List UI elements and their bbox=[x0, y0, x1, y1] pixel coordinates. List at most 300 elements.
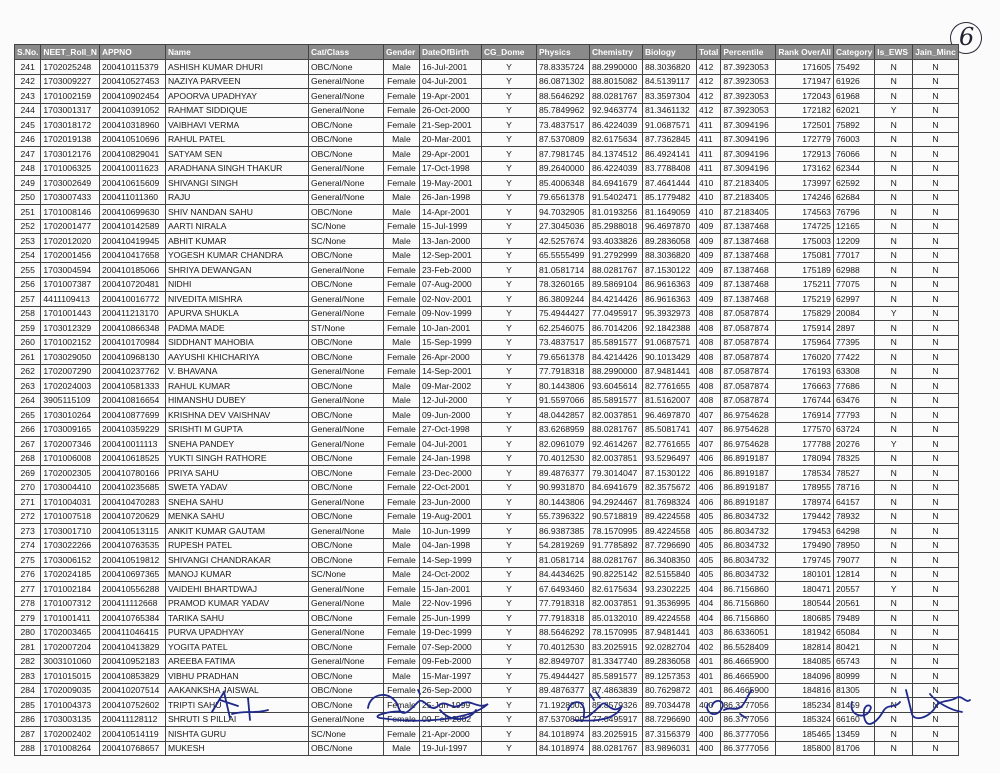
table-cell: 76796 bbox=[833, 205, 874, 220]
table-cell: YUKTI SINGH RATHORE bbox=[165, 451, 308, 466]
table-cell: General/None bbox=[308, 654, 383, 669]
table-row bbox=[15, 277, 959, 292]
table-cell: Female bbox=[383, 277, 419, 292]
table-cell: 200410142589 bbox=[99, 219, 165, 234]
table-cell: 89.4224558 bbox=[642, 611, 696, 626]
table-cell: Y bbox=[875, 306, 913, 321]
table-cell: Female bbox=[383, 89, 419, 104]
table-cell: SC/None bbox=[308, 234, 383, 249]
table-cell: 1702024185 bbox=[41, 567, 100, 582]
table-cell: 25-Jun-1999 bbox=[419, 698, 481, 713]
table-cell: 250 bbox=[15, 190, 41, 205]
table-cell: Male bbox=[383, 379, 419, 394]
table-cell: 12814 bbox=[833, 567, 874, 582]
table-cell: 88.5646292 bbox=[536, 89, 589, 104]
table-cell: 82.3575672 bbox=[642, 480, 696, 495]
table-cell: Female bbox=[383, 553, 419, 568]
table-cell: 81305 bbox=[833, 683, 874, 698]
table-cell: 81459 bbox=[833, 698, 874, 713]
table-cell: 244 bbox=[15, 103, 41, 118]
table-cell: 79.6561378 bbox=[536, 350, 589, 365]
table-cell: 174246 bbox=[776, 190, 834, 205]
table-cell: 172779 bbox=[776, 132, 834, 147]
table-cell: N bbox=[913, 683, 959, 698]
table-cell: N bbox=[875, 524, 913, 539]
table-cell: Y bbox=[481, 321, 536, 336]
table-cell: 1703007433 bbox=[41, 190, 100, 205]
table-cell: Y bbox=[481, 89, 536, 104]
table-cell: 412 bbox=[696, 103, 720, 118]
table-cell: APURVA SHUKLA bbox=[165, 306, 308, 321]
table-cell: 91.3536995 bbox=[642, 596, 696, 611]
table-cell: 89.5869104 bbox=[589, 277, 642, 292]
table-cell: Female bbox=[383, 727, 419, 742]
table-cell: 83.2025915 bbox=[589, 640, 642, 655]
table-cell: 177788 bbox=[776, 437, 834, 452]
table-cell: 04-Jul-2001 bbox=[419, 437, 481, 452]
table-cell: 87.7362845 bbox=[642, 132, 696, 147]
column-header: S.No. bbox=[15, 45, 41, 60]
table-cell: 83.9896031 bbox=[642, 741, 696, 756]
table-cell: 55.7396322 bbox=[536, 509, 589, 524]
table-cell: 410 bbox=[696, 190, 720, 205]
table-cell: 267 bbox=[15, 437, 41, 452]
table-cell: 246 bbox=[15, 132, 41, 147]
table-cell: Y bbox=[481, 669, 536, 684]
table-cell: Female bbox=[383, 219, 419, 234]
table-cell: OBC/None bbox=[308, 379, 383, 394]
table-cell: 1703009165 bbox=[41, 422, 100, 437]
table-cell: 86.9616363 bbox=[642, 292, 696, 307]
table-cell: OBC/None bbox=[308, 60, 383, 75]
table-cell: Male bbox=[383, 132, 419, 147]
table-cell: 185800 bbox=[776, 741, 834, 756]
table-row bbox=[15, 524, 959, 539]
table-cell: N bbox=[913, 727, 959, 742]
table-cell: 409 bbox=[696, 292, 720, 307]
table-cell: 88.0281767 bbox=[589, 741, 642, 756]
table-cell: N bbox=[913, 408, 959, 423]
table-cell: 12-Jul-2000 bbox=[419, 393, 481, 408]
table-cell: Female bbox=[383, 437, 419, 452]
table-cell: 1702007290 bbox=[41, 364, 100, 379]
table-cell: NAZIYA PARVEEN bbox=[165, 74, 308, 89]
table-cell: 200410556288 bbox=[99, 582, 165, 597]
table-cell: Y bbox=[875, 103, 913, 118]
table-cell: 15-Jul-1999 bbox=[419, 219, 481, 234]
table-cell: 200411046415 bbox=[99, 625, 165, 640]
table-cell: 63476 bbox=[833, 393, 874, 408]
table-cell: 264 bbox=[15, 393, 41, 408]
table-cell: OBC/None bbox=[308, 277, 383, 292]
table-cell: 200410514119 bbox=[99, 727, 165, 742]
table-cell: 403 bbox=[696, 625, 720, 640]
table-row bbox=[15, 263, 959, 278]
table-cell: Male bbox=[383, 234, 419, 249]
table-cell: 200410527453 bbox=[99, 74, 165, 89]
table-cell: 412 bbox=[696, 60, 720, 75]
table-cell: 86.6336051 bbox=[721, 625, 776, 640]
table-cell: 400 bbox=[696, 712, 720, 727]
table-cell: N bbox=[913, 625, 959, 640]
table-cell: 86.9616363 bbox=[642, 277, 696, 292]
table-cell: 281 bbox=[15, 640, 41, 655]
table-cell: 92.1842388 bbox=[642, 321, 696, 336]
table-cell: 26-Sep-2000 bbox=[419, 683, 481, 698]
table-cell: 75892 bbox=[833, 118, 874, 133]
table-cell: Female bbox=[383, 698, 419, 713]
table-cell: 79489 bbox=[833, 611, 874, 626]
table-cell: N bbox=[913, 147, 959, 162]
table-cell: 07-Aug-2000 bbox=[419, 277, 481, 292]
table-cell: 1702019138 bbox=[41, 132, 100, 147]
table-cell: 400 bbox=[696, 741, 720, 756]
column-header: Physics bbox=[536, 45, 589, 60]
table-row bbox=[15, 640, 959, 655]
table-cell: N bbox=[875, 611, 913, 626]
table-cell: Y bbox=[481, 611, 536, 626]
table-cell: 22-Nov-1996 bbox=[419, 596, 481, 611]
table-cell: 87.3156379 bbox=[642, 727, 696, 742]
table-cell: 87.3094196 bbox=[721, 118, 776, 133]
table-cell: OBC/None bbox=[308, 480, 383, 495]
table-cell: 262 bbox=[15, 364, 41, 379]
table-cell: 288 bbox=[15, 741, 41, 756]
table-cell: 175914 bbox=[776, 321, 834, 336]
table-cell: N bbox=[875, 89, 913, 104]
table-cell: Y bbox=[481, 248, 536, 263]
table-cell: N bbox=[913, 118, 959, 133]
table-cell: OBC/None bbox=[308, 350, 383, 365]
table-cell: Y bbox=[481, 408, 536, 423]
table-cell: 1703006152 bbox=[41, 553, 100, 568]
table-cell: 401 bbox=[696, 669, 720, 684]
table-cell: Male bbox=[383, 190, 419, 205]
table-cell: 200410519812 bbox=[99, 553, 165, 568]
table-cell: 86.4224039 bbox=[589, 161, 642, 176]
table-cell: N bbox=[875, 74, 913, 89]
table-cell: 81.1649059 bbox=[642, 205, 696, 220]
table-cell: N bbox=[875, 219, 913, 234]
table-cell: 401 bbox=[696, 683, 720, 698]
table-cell: 87.2183405 bbox=[721, 176, 776, 191]
table-cell: 400 bbox=[696, 727, 720, 742]
table-cell: 82.0037851 bbox=[589, 451, 642, 466]
table-cell: 93.4033826 bbox=[589, 234, 642, 249]
table-cell: 84.4434625 bbox=[536, 567, 589, 582]
table-cell: N bbox=[913, 89, 959, 104]
table-cell: 184096 bbox=[776, 669, 834, 684]
table-cell: 77.0495917 bbox=[589, 306, 642, 321]
table-cell: 412 bbox=[696, 89, 720, 104]
table-cell: N bbox=[913, 538, 959, 553]
table-cell: Female bbox=[383, 509, 419, 524]
table-row bbox=[15, 466, 959, 481]
table-cell: N bbox=[913, 60, 959, 75]
table-cell: 85.5081741 bbox=[642, 422, 696, 437]
table-cell: NISHTA GURU bbox=[165, 727, 308, 742]
table-cell: N bbox=[875, 712, 913, 727]
table-cell: Y bbox=[481, 161, 536, 176]
table-cell: 12-Sep-2001 bbox=[419, 248, 481, 263]
table-cell: 87.7981745 bbox=[536, 147, 589, 162]
table-cell: 85.8579326 bbox=[589, 698, 642, 713]
table-cell: 82.0037851 bbox=[589, 596, 642, 611]
table-cell: 1701002159 bbox=[41, 89, 100, 104]
table-row bbox=[15, 437, 959, 452]
table-cell: 14-Apr-2001 bbox=[419, 205, 481, 220]
table-cell: 84.4214426 bbox=[589, 292, 642, 307]
table-cell: 21-Sep-2001 bbox=[419, 118, 481, 133]
table-cell: 88.0281767 bbox=[589, 553, 642, 568]
table-cell: 274 bbox=[15, 538, 41, 553]
table-cell: 86.8919187 bbox=[721, 495, 776, 510]
table-cell: 89.2836058 bbox=[642, 654, 696, 669]
table-cell: SHIVANGI CHANDRAKAR bbox=[165, 553, 308, 568]
table-cell: N bbox=[913, 364, 959, 379]
table-cell: N bbox=[875, 350, 913, 365]
table-cell: 65743 bbox=[833, 654, 874, 669]
table-cell: N bbox=[875, 364, 913, 379]
table-cell: N bbox=[875, 683, 913, 698]
table-cell: 92.9463774 bbox=[589, 103, 642, 118]
table-cell: 408 bbox=[696, 321, 720, 336]
table-cell: 20557 bbox=[833, 582, 874, 597]
table-cell: 87.1387468 bbox=[721, 219, 776, 234]
table-cell: Female bbox=[383, 683, 419, 698]
table-cell: 82.8949707 bbox=[536, 654, 589, 669]
table-cell: AAKANKSHA JAISWAL bbox=[165, 683, 308, 698]
table-cell: 86.3777056 bbox=[721, 727, 776, 742]
table-cell: N bbox=[875, 263, 913, 278]
table-cell: Female bbox=[383, 118, 419, 133]
table-cell: OBC/None bbox=[308, 451, 383, 466]
table-cell: 178534 bbox=[776, 466, 834, 481]
table-cell: 1703001317 bbox=[41, 103, 100, 118]
table-cell: 200410829041 bbox=[99, 147, 165, 162]
table-cell: SHIV NANDAN SAHU bbox=[165, 205, 308, 220]
table-cell: 75.4944427 bbox=[536, 306, 589, 321]
table-cell: N bbox=[875, 248, 913, 263]
table-cell: 86.8919187 bbox=[721, 451, 776, 466]
table-cell: 92.4614267 bbox=[589, 437, 642, 452]
table-cell: N bbox=[913, 741, 959, 756]
table-cell: 260 bbox=[15, 335, 41, 350]
table-cell: OBC/None bbox=[308, 683, 383, 698]
table-cell: 10-Jan-2001 bbox=[419, 321, 481, 336]
table-cell: 200410720481 bbox=[99, 277, 165, 292]
table-cell: Female bbox=[383, 321, 419, 336]
table-cell: 200410853829 bbox=[99, 669, 165, 684]
table-cell: 62997 bbox=[833, 292, 874, 307]
table-cell: 1703009227 bbox=[41, 74, 100, 89]
table-cell: 70.4012530 bbox=[536, 640, 589, 655]
table-cell: N bbox=[913, 379, 959, 394]
table-cell: 82.5155840 bbox=[642, 567, 696, 582]
table-cell: 200410952183 bbox=[99, 654, 165, 669]
column-header: APPNO bbox=[99, 45, 165, 60]
table-cell: OBC/None bbox=[308, 335, 383, 350]
table-cell: 15-Jan-2001 bbox=[419, 582, 481, 597]
table-cell: N bbox=[913, 205, 959, 220]
table-cell: N bbox=[913, 263, 959, 278]
table-cell: N bbox=[913, 350, 959, 365]
table-cell: SC/None bbox=[308, 567, 383, 582]
table-cell: Male bbox=[383, 248, 419, 263]
table-cell: 276 bbox=[15, 567, 41, 582]
table-cell: Y bbox=[875, 582, 913, 597]
column-header: Jain_Minc bbox=[913, 45, 959, 60]
table-cell: 253 bbox=[15, 234, 41, 249]
table-cell: 405 bbox=[696, 553, 720, 568]
table-cell: N bbox=[875, 335, 913, 350]
table-cell: Female bbox=[383, 712, 419, 727]
table-cell: APOORVA UPADHYAY bbox=[165, 89, 308, 104]
table-cell: 87.3923053 bbox=[721, 103, 776, 118]
table-cell: 182814 bbox=[776, 640, 834, 655]
table-cell: 88.8015082 bbox=[589, 74, 642, 89]
table-cell: 82.0037851 bbox=[589, 408, 642, 423]
table-cell: SIDDHANT MAHOBIA bbox=[165, 335, 308, 350]
table-cell: N bbox=[875, 161, 913, 176]
table-cell: N bbox=[913, 567, 959, 582]
table-cell: NIDHI bbox=[165, 277, 308, 292]
table-cell: N bbox=[913, 669, 959, 684]
table-cell: 90.9931870 bbox=[536, 480, 589, 495]
table-cell: 81.7698324 bbox=[642, 495, 696, 510]
table-cell: 200410618525 bbox=[99, 451, 165, 466]
table-cell: 86.8034732 bbox=[721, 524, 776, 539]
table-cell: 91.7785892 bbox=[589, 538, 642, 553]
table-cell: OBC/None bbox=[308, 669, 383, 684]
table-cell: General/None bbox=[308, 263, 383, 278]
table-cell: 87.1387468 bbox=[721, 263, 776, 278]
table-cell: Male bbox=[383, 147, 419, 162]
table-cell: 84.1018974 bbox=[536, 727, 589, 742]
table-row bbox=[15, 176, 959, 191]
table-cell: 287 bbox=[15, 727, 41, 742]
table-cell: N bbox=[913, 74, 959, 89]
table-cell: Male bbox=[383, 567, 419, 582]
table-cell: HIMANSHU DUBEY bbox=[165, 393, 308, 408]
table-cell: N bbox=[875, 422, 913, 437]
table-cell: 78.1570995 bbox=[589, 625, 642, 640]
table-cell: 90.8225142 bbox=[589, 567, 642, 582]
table-cell: 77.7918318 bbox=[536, 611, 589, 626]
table-cell: Y bbox=[481, 582, 536, 597]
table-cell: VAIDEHI BHARTDWAJ bbox=[165, 582, 308, 597]
table-cell: 200410699630 bbox=[99, 205, 165, 220]
table-cell: 73.4837517 bbox=[536, 335, 589, 350]
table-cell: TRIPTI SAHU bbox=[165, 698, 308, 713]
table-cell: 86.7156860 bbox=[721, 582, 776, 597]
table-cell: 81.3347740 bbox=[589, 654, 642, 669]
signature-1 bbox=[212, 692, 268, 720]
table-cell: General/None bbox=[308, 422, 383, 437]
table-row bbox=[15, 451, 959, 466]
table-cell: 85.7849962 bbox=[536, 103, 589, 118]
column-header: Name bbox=[165, 45, 308, 60]
table-cell: 89.4224558 bbox=[642, 509, 696, 524]
table-cell: 180685 bbox=[776, 611, 834, 626]
table-cell: 255 bbox=[15, 263, 41, 278]
table-cell: 77686 bbox=[833, 379, 874, 394]
table-cell: 258 bbox=[15, 306, 41, 321]
table-cell: 406 bbox=[696, 495, 720, 510]
table-cell: 1702002402 bbox=[41, 727, 100, 742]
column-header: CG_Dome bbox=[481, 45, 536, 60]
table-cell: 88.7296690 bbox=[642, 712, 696, 727]
table-cell: General/None bbox=[308, 292, 383, 307]
table-cell: RAHUL KUMAR bbox=[165, 379, 308, 394]
table-cell: ANKIT KUMAR GAUTAM bbox=[165, 524, 308, 539]
table-cell: N bbox=[875, 654, 913, 669]
table-cell: 75492 bbox=[833, 60, 874, 75]
table-cell: 410 bbox=[696, 205, 720, 220]
table-row bbox=[15, 89, 959, 104]
table-cell: 87.0587874 bbox=[721, 321, 776, 336]
table-cell: PRAMOD KUMAR YADAV bbox=[165, 596, 308, 611]
table-cell: 79.6561378 bbox=[536, 190, 589, 205]
table-cell: Y bbox=[481, 335, 536, 350]
column-header: Rank OverAll bbox=[776, 45, 834, 60]
table-cell: N bbox=[913, 393, 959, 408]
table-cell: SRISHTI M GUPTA bbox=[165, 422, 308, 437]
table-cell: 14-Sep-2001 bbox=[419, 364, 481, 379]
table-cell: Y bbox=[481, 625, 536, 640]
table-cell: 200410816654 bbox=[99, 393, 165, 408]
table-cell: 409 bbox=[696, 219, 720, 234]
table-cell: 87.1530122 bbox=[642, 263, 696, 278]
table-row bbox=[15, 509, 959, 524]
table-cell: 1701001443 bbox=[41, 306, 100, 321]
table-cell: 85.5891577 bbox=[589, 393, 642, 408]
table-cell: 23-Dec-2000 bbox=[419, 466, 481, 481]
table-row bbox=[15, 480, 959, 495]
table-cell: 172913 bbox=[776, 147, 834, 162]
table-cell: 96.4697870 bbox=[642, 408, 696, 423]
table-cell: 1701007312 bbox=[41, 596, 100, 611]
table-cell: 78.1570995 bbox=[589, 524, 642, 539]
table-cell: 200410359229 bbox=[99, 422, 165, 437]
table-cell: 88.0281767 bbox=[589, 422, 642, 437]
page-number: 6 bbox=[959, 23, 975, 51]
table-cell: 200410391052 bbox=[99, 103, 165, 118]
table-cell: Female bbox=[383, 495, 419, 510]
table-cell: N bbox=[913, 422, 959, 437]
table-cell: N bbox=[875, 495, 913, 510]
table-cell: N bbox=[875, 698, 913, 713]
table-cell: N bbox=[875, 379, 913, 394]
table-cell: Female bbox=[383, 422, 419, 437]
table-cell: 200410615609 bbox=[99, 176, 165, 191]
table-cell: 87.0587874 bbox=[721, 364, 776, 379]
table-cell: Female bbox=[383, 350, 419, 365]
table-cell: 200410115379 bbox=[99, 60, 165, 75]
table-cell: OBC/None bbox=[308, 132, 383, 147]
table-cell: Female bbox=[383, 103, 419, 118]
table-cell: N bbox=[875, 553, 913, 568]
table-row bbox=[15, 379, 959, 394]
table-cell: 284 bbox=[15, 683, 41, 698]
table-cell: N bbox=[913, 712, 959, 727]
table-cell: N bbox=[875, 538, 913, 553]
table-header-row bbox=[15, 45, 959, 60]
table-cell: General/None bbox=[308, 524, 383, 539]
table-cell: 175829 bbox=[776, 306, 834, 321]
table-cell: 406 bbox=[696, 466, 720, 481]
table-cell: SC/None bbox=[308, 727, 383, 742]
